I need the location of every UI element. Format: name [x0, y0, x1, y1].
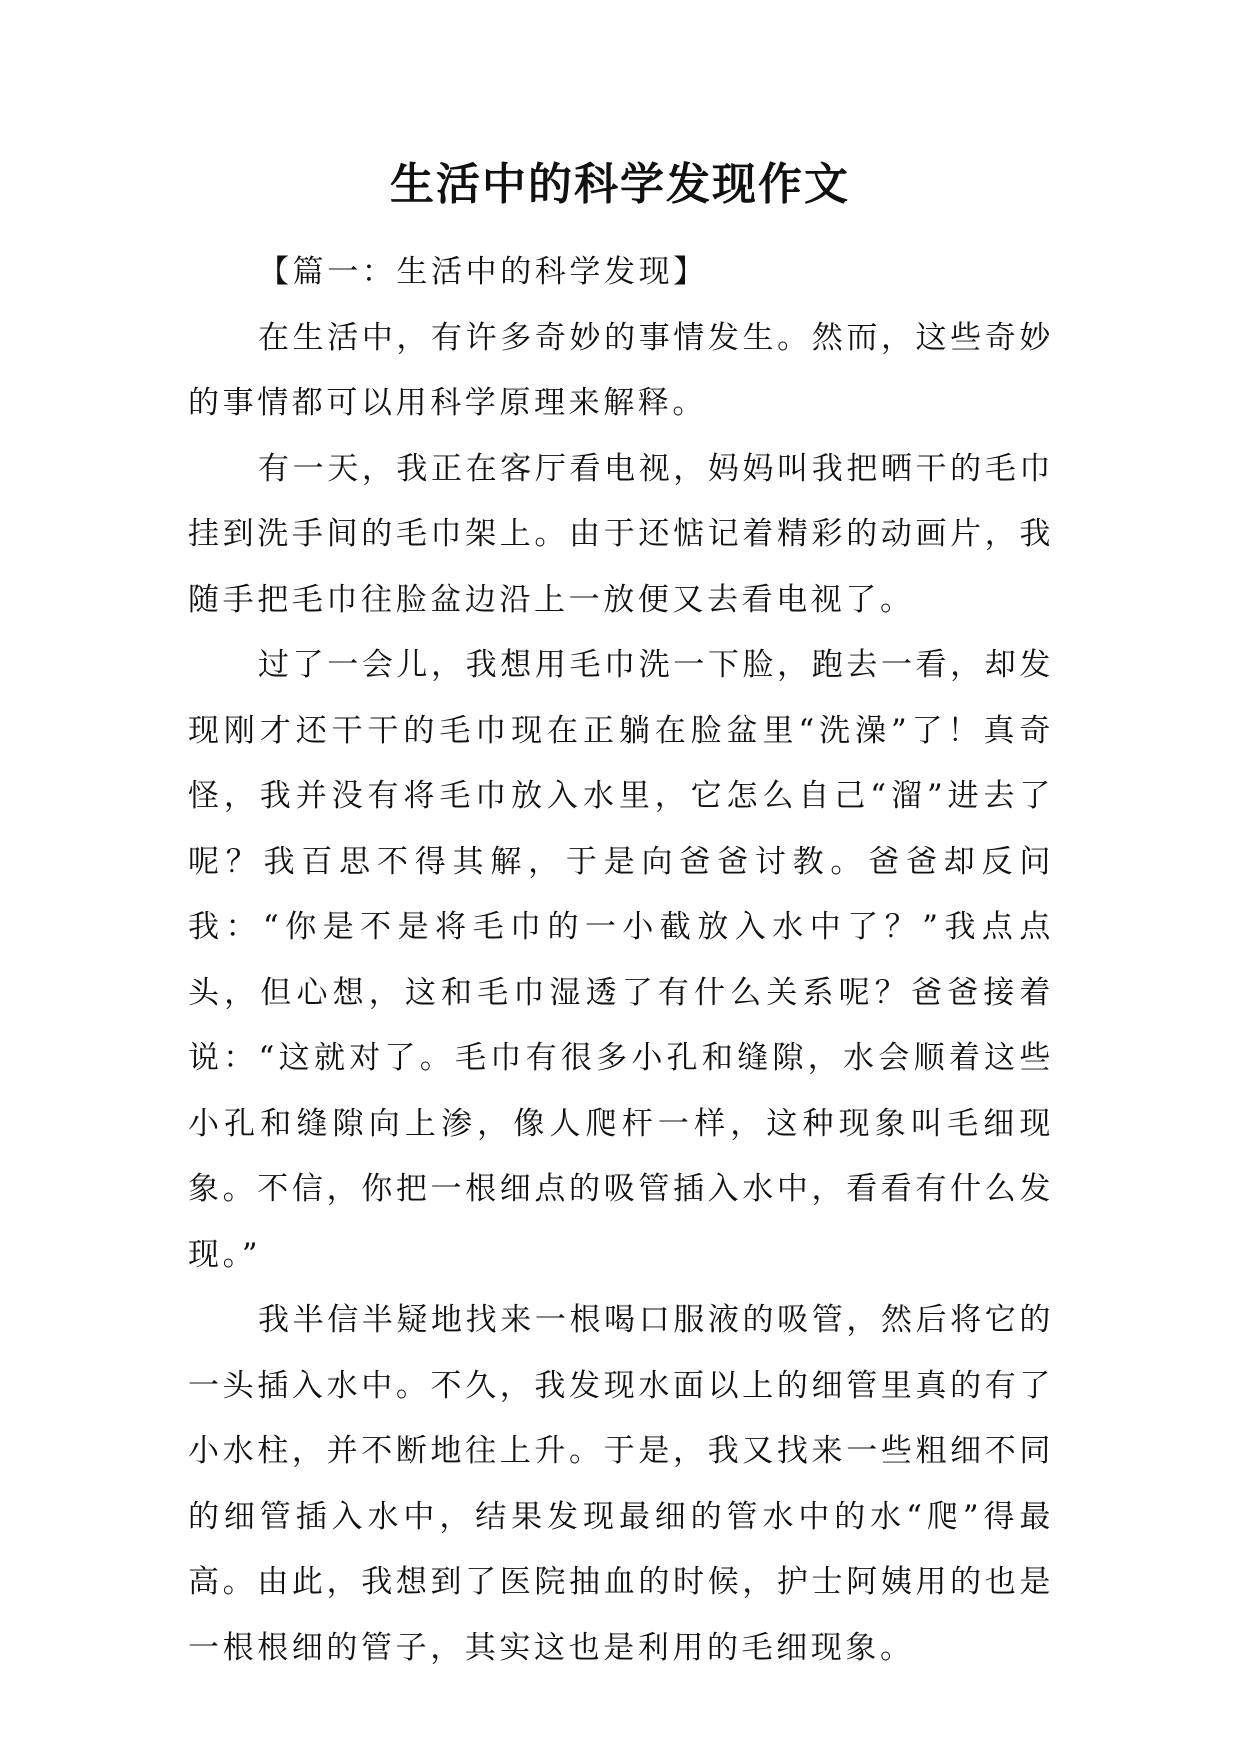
paragraph-3: 过了一会儿，我想用毛巾洗一下脸，跑去一看，却发现刚才还干干的毛巾现在正躺在脸盆里“洗澡”了！真奇怪，我并没有将毛巾放入水里，它怎么自己“溜”进去了呢？我百思不得其解，于是向爸爸讨教。爸爸却反问我：“你是不是将毛巾的一小截放入水中了？”我点点头，但心想，这和毛巾湿透了有什么关系呢？爸爸接着说：“这就对了。毛巾有很多小孔和缝隙，水会顺着这些小孔和缝隙向上渗，像人爬杆一样，这种现象叫毛细现象。不信，你把一根细点的吸管插入水中，看看有什么发现。”	[188, 647, 1054, 1273]
document-title: 生活中的科学发现作文	[390, 159, 850, 210]
paragraph-2: 有一天，我正在客厅看电视，妈妈叫我把晒干的毛巾挂到洗手间的毛巾架上。由于还惦记着精彩的动画片，我随手把毛巾往脸盆边沿上一放便又去看电视了。	[188, 450, 1054, 618]
section-heading: 【篇一：生活中的科学发现】	[258, 254, 708, 290]
paragraph-1: 在生活中，有许多奇妙的事情发生。然而，这些奇妙的事情都可以用科学原理来解释。	[188, 319, 1054, 421]
document-body	[188, 240, 1054, 1681]
paragraph-4: 我半信半疑地找来一根喝口服液的吸管，然后将它的一头插入水中。不久，我发现水面以上的细管里真的有了小水柱，并不断地往上升。于是，我又找来一些粗细不同的细管插入水中，结果发现最细的管水中的水“爬”得最高。由此，我想到了医院抽血的时候，护士阿姨用的也是一根根细的管子，其实这也是利用的毛细现象。	[188, 1302, 1054, 1666]
